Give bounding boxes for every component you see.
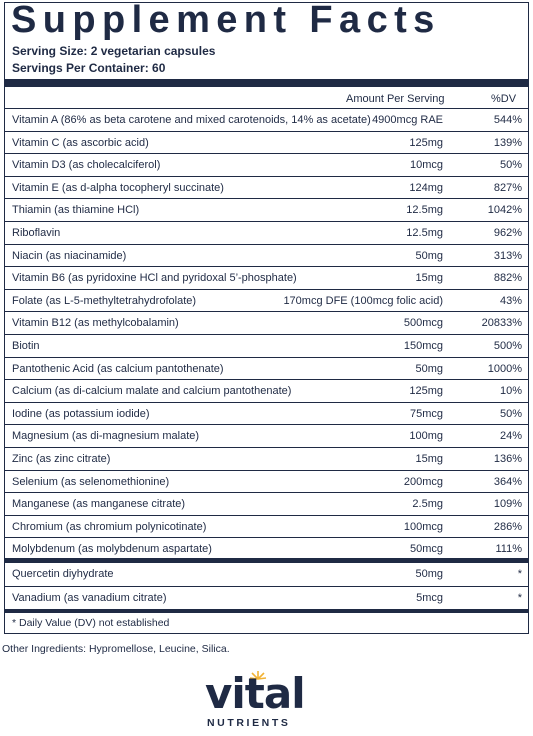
nutrient-name: Vitamin E (as d-alpha tocopheryl succinate)	[12, 181, 224, 194]
nutrient-dv: 136%	[493, 452, 522, 465]
nutrient-amount: 12.5mg	[406, 226, 443, 239]
brand-logo	[205, 670, 327, 732]
nutrient-amount: 500mcg	[403, 317, 443, 330]
nutrient-dv: 109%	[493, 498, 522, 511]
nutrient-name: Calcium (as di-calcium malate and calcium pantothenate)	[12, 385, 292, 398]
servings-per-container: Servings Per Container: 60	[12, 61, 166, 75]
column-header-dv: %DV	[491, 93, 517, 105]
nutrient-amount: 125mg	[409, 385, 443, 398]
nutrient-name: Riboflavin	[12, 226, 61, 239]
nutrient-row	[5, 357, 528, 380]
nutrient-name: Zinc (as zinc citrate)	[12, 452, 111, 465]
nutrient-dv: 364%	[493, 475, 522, 488]
nutrient-amount: 50mg	[415, 249, 443, 262]
nutrient-row	[5, 131, 528, 154]
nutrient-name: Molybdenum (as molybdenum aspartate)	[12, 543, 212, 556]
nutrient-name: Chromium (as chromium polynicotinate)	[12, 520, 207, 533]
nutrient-dv: 43%	[499, 294, 522, 307]
nutrient-row	[5, 198, 528, 221]
nutrient-dv: 50%	[499, 407, 522, 420]
nutrient-amount: 15mg	[415, 272, 443, 285]
logo-wordmark: vital	[205, 669, 305, 718]
nutrient-row	[5, 424, 528, 447]
nutrient-amount: 75mcg	[409, 407, 443, 420]
nutrient-dv: 500%	[493, 339, 522, 352]
nutrient-row	[5, 447, 528, 470]
footer-divider	[5, 609, 528, 613]
panel-title: Supplement Facts	[11, 0, 441, 41]
nutrient-dv: 882%	[493, 272, 522, 285]
nutrient-name: Vanadium (as vanadium citrate)	[12, 591, 167, 604]
nutrient-amount: 50mg	[415, 568, 443, 580]
footnote: * Daily Value (DV) not established	[12, 617, 170, 629]
nutrient-name: Folate (as L-5-methyltetrahydrofolate)	[12, 294, 197, 307]
nutrient-row	[5, 266, 528, 289]
nutrient-amount: 5mcg	[416, 591, 443, 604]
nutrient-dv: *	[517, 568, 522, 580]
nutrient-row	[5, 515, 528, 538]
nutrient-name: Selenium (as selenomethionine)	[12, 475, 170, 488]
nutrient-dv: 24%	[499, 430, 522, 443]
nutrient-name: Magnesium (as di-magnesium malate)	[12, 430, 200, 443]
nutrient-dv: 544%	[493, 114, 522, 126]
nutrient-amount: 50mg	[415, 362, 443, 375]
nutrient-amount: 100mcg	[403, 520, 443, 533]
nutrient-name: Vitamin B12 (as methylcobalamin)	[12, 317, 179, 330]
nutrient-dv: 50%	[499, 159, 522, 172]
nutrient-amount: 10mcg	[409, 159, 443, 172]
nutrient-name: Vitamin A (86% as beta carotene and mixed carotenoids, 14% as acetate)	[12, 114, 371, 126]
nutrient-name: Thiamin (as thiamine HCl)	[12, 204, 140, 217]
nutrient-amount: 150mcg	[403, 339, 443, 352]
nutrient-amount: 2.5mg	[412, 498, 443, 511]
other-nutrient-list	[5, 563, 528, 608]
nutrient-dv: 827%	[493, 181, 522, 194]
nutrient-dv: 962%	[493, 226, 522, 239]
nutrient-amount: 125mg	[409, 136, 443, 149]
nutrient-row	[5, 586, 528, 609]
serving-size: Serving Size: 2 vegetarian capsules	[12, 44, 216, 58]
nutrient-name: Vitamin D3 (as cholecalciferol)	[12, 159, 161, 172]
nutrient-row	[5, 108, 528, 131]
nutrient-row	[5, 379, 528, 402]
nutrient-row	[5, 176, 528, 199]
nutrient-amount: 50mcg	[409, 543, 443, 556]
nutrient-row	[5, 563, 528, 586]
nutrient-row	[5, 470, 528, 493]
nutrient-row	[5, 537, 528, 560]
nutrient-dv: 286%	[493, 520, 522, 533]
nutrient-row	[5, 244, 528, 267]
nutrient-row	[5, 221, 528, 244]
nutrient-row	[5, 402, 528, 425]
supplement-facts-panel	[4, 2, 529, 634]
nutrient-dv: 111%	[495, 543, 522, 556]
other-ingredients: Other Ingredients: Hypromellose, Leucine, Silica.	[2, 643, 230, 655]
nutrient-row	[5, 311, 528, 334]
header-divider	[5, 79, 528, 87]
nutrient-amount: 124mg	[409, 181, 443, 194]
nutrient-amount: 12.5mg	[406, 204, 443, 217]
nutrient-dv: 139%	[493, 136, 522, 149]
nutrient-amount: 4900mcg RAE	[372, 114, 443, 126]
nutrient-row	[5, 492, 528, 515]
nutrient-amount: 100mg	[409, 430, 443, 443]
nutrient-name: Quercetin diyhydrate	[12, 568, 114, 580]
nutrient-dv: *	[517, 591, 522, 604]
nutrient-name: Vitamin C (as ascorbic acid)	[12, 136, 149, 149]
nutrient-amount: 170mcg DFE (100mcg folic acid)	[283, 294, 443, 307]
nutrient-dv: 1042%	[487, 204, 522, 217]
nutrient-row	[5, 334, 528, 357]
nutrient-dv: 313%	[493, 249, 522, 262]
nutrient-name: Manganese (as manganese citrate)	[12, 498, 186, 511]
nutrient-dv: 10%	[499, 385, 522, 398]
nutrient-name: Iodine (as potassium iodide)	[12, 407, 150, 420]
nutrient-dv: 1000%	[487, 362, 522, 375]
logo-subtitle: NUTRIENTS	[207, 717, 291, 729]
nutrient-name: Biotin	[12, 339, 40, 352]
nutrient-dv: 20833%	[481, 317, 522, 330]
nutrient-list	[5, 108, 528, 560]
nutrient-row	[5, 153, 528, 176]
nutrient-name: Vitamin B6 (as pyridoxine HCl and pyridoxal 5’-phosphate)	[12, 272, 297, 285]
nutrient-row	[5, 289, 528, 312]
nutrient-amount: 15mg	[415, 452, 443, 465]
nutrient-name: Niacin (as niacinamide)	[12, 249, 127, 262]
column-header-amount: Amount Per Serving	[346, 93, 445, 105]
nutrient-amount: 200mcg	[403, 475, 443, 488]
nutrient-name: Pantothenic Acid (as calcium pantothenate)	[12, 362, 224, 375]
